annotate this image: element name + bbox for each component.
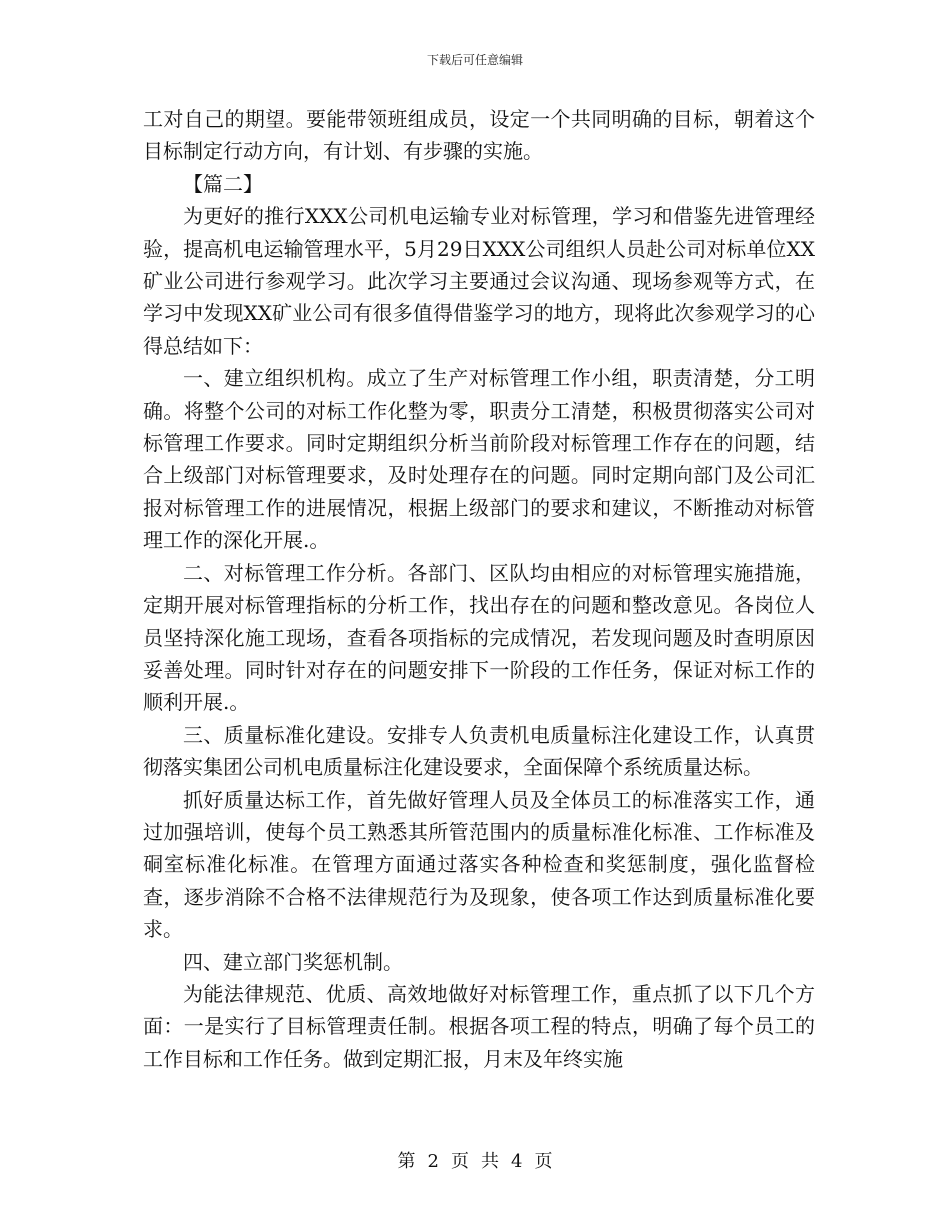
footer-label-gong: 共 [481, 1151, 499, 1172]
paragraph-continuation: 工对自己的期望。要能带领班组成员，设定一个共同明确的目标，朝着这个目标制定行动方向，有计划、有步骤的实施。 [143, 107, 815, 164]
paragraph-quality-standard: 三、质量标准化建设。安排专人负责机电质量标注化建设工作，认真贯彻落实集团公司机电质量标注化建设要求，全面保障个系统质量达标。 [143, 722, 815, 780]
paragraph-intro: 为更好的推行XXX公司机电运输专业对标管理，学习和借鉴先进管理经验，提高机电运输管理水平，5月29日XXX公司组织人员赴公司对标单位XX矿业公司进行参观学习。此次学习主要通过会议沟通、现场参观等方式，在学习中发现XX矿业公司有很多值得借鉴学习的地方，现将此次参观学习的心得总结如下： [143, 204, 815, 358]
paragraph-reward-details: 为能法律规范、优质、高效地做好对标管理工作，重点抓了以下几个方面：一是实行了目标管理责任制。根据各项工程的特点，明确了每个员工的工作目标和工作任务。做到定期汇报，月末及年终实施 [143, 981, 815, 1071]
paragraph-reward-heading: 四、建立部门奖惩机制。 [183, 949, 403, 974]
paragraph-analysis: 二、对标管理工作分析。各部门、区队均由相应的对标管理实施措施，定期开展对标管理指标的分析工作，找出存在的问题和整改意见。各岗位人员坚持深化施工现场，查看各项指标的完成情况，若发现问题及时查明原因妥善处理。同时针对存在的问题安排下一阶段的工作任务，保证对标工作的顺利开展.。 [143, 560, 815, 715]
page-header-note: 下载后可任意编辑 [426, 53, 523, 67]
paragraph-quality-work: 抓好质量达标工作，首先做好管理人员及全体员工的标准落实工作，通过加强培训，使每个员工熟悉其所管范围内的质量标准化标准、工作标准及硐室标准化标准。在管理方面通过落实各种检查和奖惩制度，强化监督检查，逐步消除不合格不法律规范行为及现象，使各项工作达到质量标准化要求。 [143, 787, 815, 942]
paragraph-organization: 一、建立组织机构。成立了生产对标管理工作小组，职责清楚，分工明确。将整个公司的对标工作化整为零，职责分工清楚，积极贯彻落实公司对标管理工作要求。同时定期组织分析当前阶段对标管理工作存在的问题，结合上级部门对标管理要求，及时处理存在的问题。同时定期向部门及公司汇报对标管理工作的进展情况，根据上级部门的要求和建议，不断推动对标管理工作的深化开展.。 [143, 366, 815, 553]
document-body [143, 103, 815, 1075]
footer-label-ye2: 页 [534, 1151, 553, 1172]
section-heading-part-two: 【篇二】 [183, 171, 263, 196]
footer-label-di: 第 [397, 1151, 416, 1172]
page-footer [0, 1150, 950, 1174]
page-number-current: 2 [427, 1151, 439, 1172]
page-number-total: 4 [511, 1151, 523, 1172]
footer-label-ye: 页 [451, 1151, 469, 1172]
